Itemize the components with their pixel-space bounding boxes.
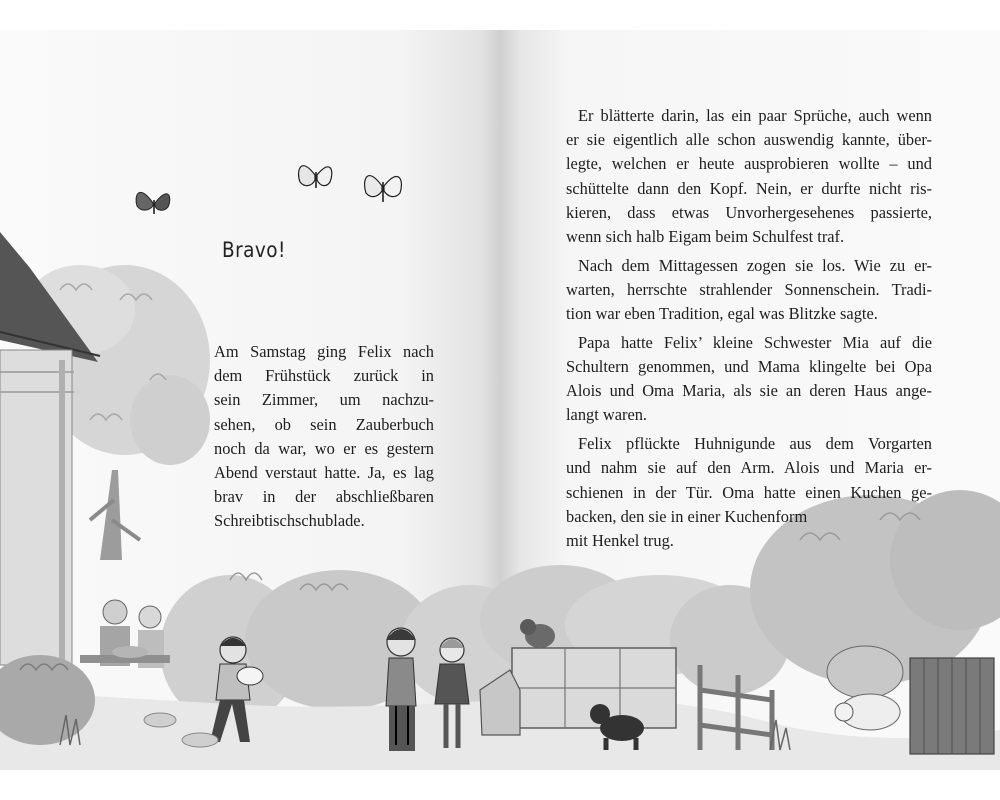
text-line: Alois und Oma Maria, als sie an deren Haus ange- (566, 381, 932, 401)
text-line: Felix pflückte Huhnigunde aus dem Vorgarten (578, 434, 932, 454)
text-line: Schultern genommen, und Mama klingelte bei Opa (566, 357, 932, 377)
text-line: schüttelte dann den Kopf. Nein, er durfte nicht ris- (566, 178, 932, 198)
text-line: noch da war, wo er es gestern (214, 438, 434, 458)
text-line: wenn sich halb Eigam beim Schulfest traf. (566, 226, 845, 246)
paragraph (566, 331, 932, 428)
text-line: brav in der abschließbaren (214, 487, 434, 507)
text-line: sein Zimmer, um nachzu- (214, 390, 434, 410)
text-line: und nahm sie auf den Arm. Alois und Maria er- (566, 458, 932, 478)
paragraph (566, 254, 932, 327)
grandparents-at-table (80, 600, 170, 668)
right-text (566, 104, 932, 553)
left-paragraph (214, 340, 434, 534)
text-line: Nach dem Mittagessen zogen sie los. Wie zu er- (578, 255, 932, 275)
text-line: sehen, ob sein Zauberbuch (214, 414, 434, 434)
text-line: langt waren. (566, 405, 648, 425)
butterfly-icon (365, 176, 402, 202)
text-line: mit Henkel trug. (566, 530, 674, 550)
text-line: Am Samstag ging Felix nach (214, 342, 434, 361)
text-line: dem Frühstück zurück in (214, 366, 434, 386)
text-line: schienen in der Tür. Oma hatte einen Kuchen ge- (566, 482, 932, 502)
text-line: tion war eben Tradition, egal was Blitzke sagte. (566, 304, 878, 324)
text-line: Papa hatte Felix’ kleine Schwester Mia auf die (578, 332, 932, 352)
paragraph (566, 432, 932, 553)
text-line: warten, herrschte strahlender Sonnenschein. Tradi- (566, 279, 932, 299)
butterfly-icon (299, 166, 332, 188)
text-line: er sie eigentlich alle schon auswendig kannte, über- (566, 130, 932, 150)
text-line: legte, welchen er heute ausprobieren wollte – und (566, 154, 932, 174)
text-line: Abend verstaut hatte. Ja, es lag (214, 462, 434, 482)
text-line: Er blätterte darin, las ein paar Sprüche, auch wenn (578, 106, 932, 125)
text-line: kieren, dass etwas Unvorhergesehenes passierte, (566, 202, 932, 222)
text-line: Schreibtischschublade. (214, 511, 365, 531)
paragraph (566, 104, 932, 249)
chapter-heading: Bravo! (222, 238, 286, 262)
text-line: backen, den sie in einer Kuchenform (566, 506, 808, 526)
butterfly-icon (136, 192, 170, 214)
